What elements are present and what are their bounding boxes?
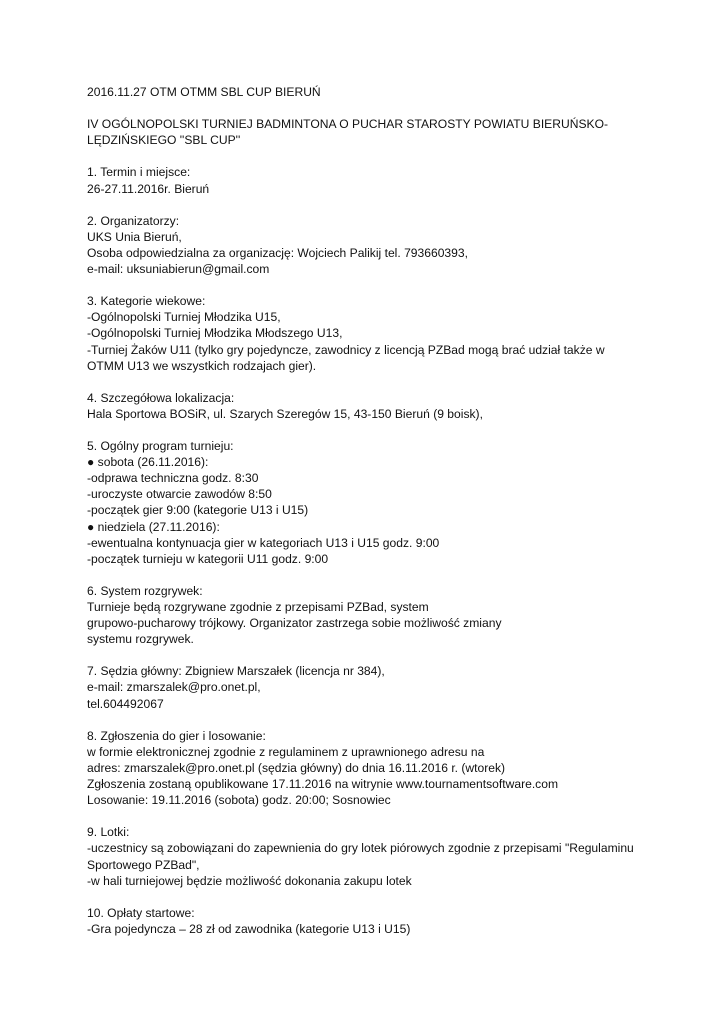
section-line: -uczestnicy są zobowiązani do zapewnienia do gry lotek piórowych zgodnie z przepisami "Regulaminu xyxy=(87,841,634,856)
section-line: Hala Sportowa BOSiR, ul. Szarych Szeregów 15, 43-150 Bieruń (9 boisk), xyxy=(87,406,483,421)
section-line: 26-27.11.2016r. Bieruń xyxy=(87,181,210,196)
section-line: w formie elektronicznej zgodnie z regulaminem z uprawnionego adresu na xyxy=(87,744,485,759)
section-line: Zgłoszenia zostaną opublikowane 17.11.2016 na witrynie www.tournamentsoftware.com xyxy=(87,777,559,792)
section-line: tel.604492067 xyxy=(87,696,164,711)
paragraph-gap xyxy=(87,808,687,824)
document-title xyxy=(87,116,687,148)
section-7 xyxy=(87,663,687,711)
section-4 xyxy=(87,390,687,422)
section-line: -odprawa techniczna godz. 8:30 xyxy=(87,471,259,486)
section-line: Osoba odpowiedzialna za organizację: Wojciech Palikij tel. 793660393, xyxy=(87,245,468,260)
section-line: e-mail: uksuniabierun@gmail.com xyxy=(87,262,270,277)
section-line: -Ogólnopolski Turniej Młodzika U15, xyxy=(87,310,281,325)
section-heading: 8. Zgłoszenia do gier i losowanie: xyxy=(87,728,266,743)
paragraph-gap xyxy=(87,422,687,438)
section-5 xyxy=(87,438,687,567)
section-line: Losowanie: 19.11.2016 (sobota) godz. 20:00; Sosnowiec xyxy=(87,793,391,808)
section-line: -początek gier 9:00 (kategorie U13 i U15) xyxy=(87,503,309,518)
title-line: IV OGÓLNOPOLSKI TURNIEJ BADMINTONA O PUCHAR STAROSTY POWIATU BIERUŃSKO- xyxy=(87,117,609,132)
paragraph-gap xyxy=(87,647,687,663)
section-2 xyxy=(87,213,687,277)
section-line: -ewentualna kontynuacja gier w kategoriach U13 i U15 godz. 9:00 xyxy=(87,535,440,550)
section-line: OTMM U13 we wszystkich rodzajach gier). xyxy=(87,358,317,373)
section-heading: 10. Opłaty startowe: xyxy=(87,905,195,920)
section-6 xyxy=(87,583,687,647)
paragraph-gap xyxy=(87,567,687,583)
section-line: UKS Unia Bieruń, xyxy=(87,229,182,244)
section-heading: 1. Termin i miejsce: xyxy=(87,165,191,180)
section-line: -Gra pojedyncza – 28 zł od zawodnika (kategorie U13 i U15) xyxy=(87,921,411,936)
section-line: -początek turnieju w kategorii U11 godz. 9:00 xyxy=(87,551,329,566)
paragraph-gap xyxy=(87,148,687,164)
section-10 xyxy=(87,905,687,937)
section-heading: 9. Lotki: xyxy=(87,825,130,840)
section-heading: 5. Ogólny program turnieju: xyxy=(87,439,234,454)
paragraph-gap xyxy=(87,374,687,390)
section-line: e-mail: zmarszalek@pro.onet.pl, xyxy=(87,680,261,695)
section-line: -uroczyste otwarcie zawodów 8:50 xyxy=(87,487,272,502)
section-line: Sportowego PZBad", xyxy=(87,857,200,872)
section-line: -Ogólnopolski Turniej Młodzika Młodszego U13, xyxy=(87,326,343,341)
section-line: ● niedziela (27.11.2016): xyxy=(87,519,220,534)
section-line: -w hali turniejowej będzie możliwość dokonania zakupu lotek xyxy=(87,873,412,888)
section-heading: 6. System rozgrywek: xyxy=(87,583,203,598)
section-line: grupowo-pucharowy trójkowy. Organizator zastrzega sobie możliwość zmiany xyxy=(87,616,502,631)
section-heading: 3. Kategorie wiekowe: xyxy=(87,294,206,309)
section-heading: 7. Sędzia główny: Zbigniew Marszałek (licencja nr 384), xyxy=(87,664,385,679)
section-9 xyxy=(87,824,687,888)
section-heading: 2. Organizatorzy: xyxy=(87,213,180,228)
paragraph-gap xyxy=(87,712,687,728)
title-line: LĘDZIŃSKIEGO ''SBL CUP'' xyxy=(87,133,241,148)
section-1 xyxy=(87,164,687,196)
section-line: Turnieje będą rozgrywane zgodnie z przepisami PZBad, system xyxy=(87,600,429,614)
section-3 xyxy=(87,293,687,373)
document-header: 2016.11.27 OTM OTMM SBL CUP BIERUŃ xyxy=(87,85,321,99)
paragraph-gap xyxy=(87,100,687,116)
section-8 xyxy=(87,728,687,808)
section-heading: 4. Szczegółowa lokalizacja: xyxy=(87,390,235,405)
section-line: systemu rozgrywek. xyxy=(87,632,194,647)
section-line: adres: zmarszalek@pro.onet.pl (sędzia główny) do dnia 16.11.2016 r. (wtorek) xyxy=(87,760,506,775)
document-sections xyxy=(87,148,687,937)
document-body xyxy=(87,84,687,937)
section-line: ● sobota (26.11.2016): xyxy=(87,455,209,470)
paragraph-gap xyxy=(87,197,687,213)
paragraph-gap xyxy=(87,277,687,293)
section-line: -Turniej Żaków U11 (tylko gry pojedyncze, zawodnicy z licencją PZBad mogą brać udział także w xyxy=(87,342,605,357)
paragraph-gap xyxy=(87,889,687,905)
